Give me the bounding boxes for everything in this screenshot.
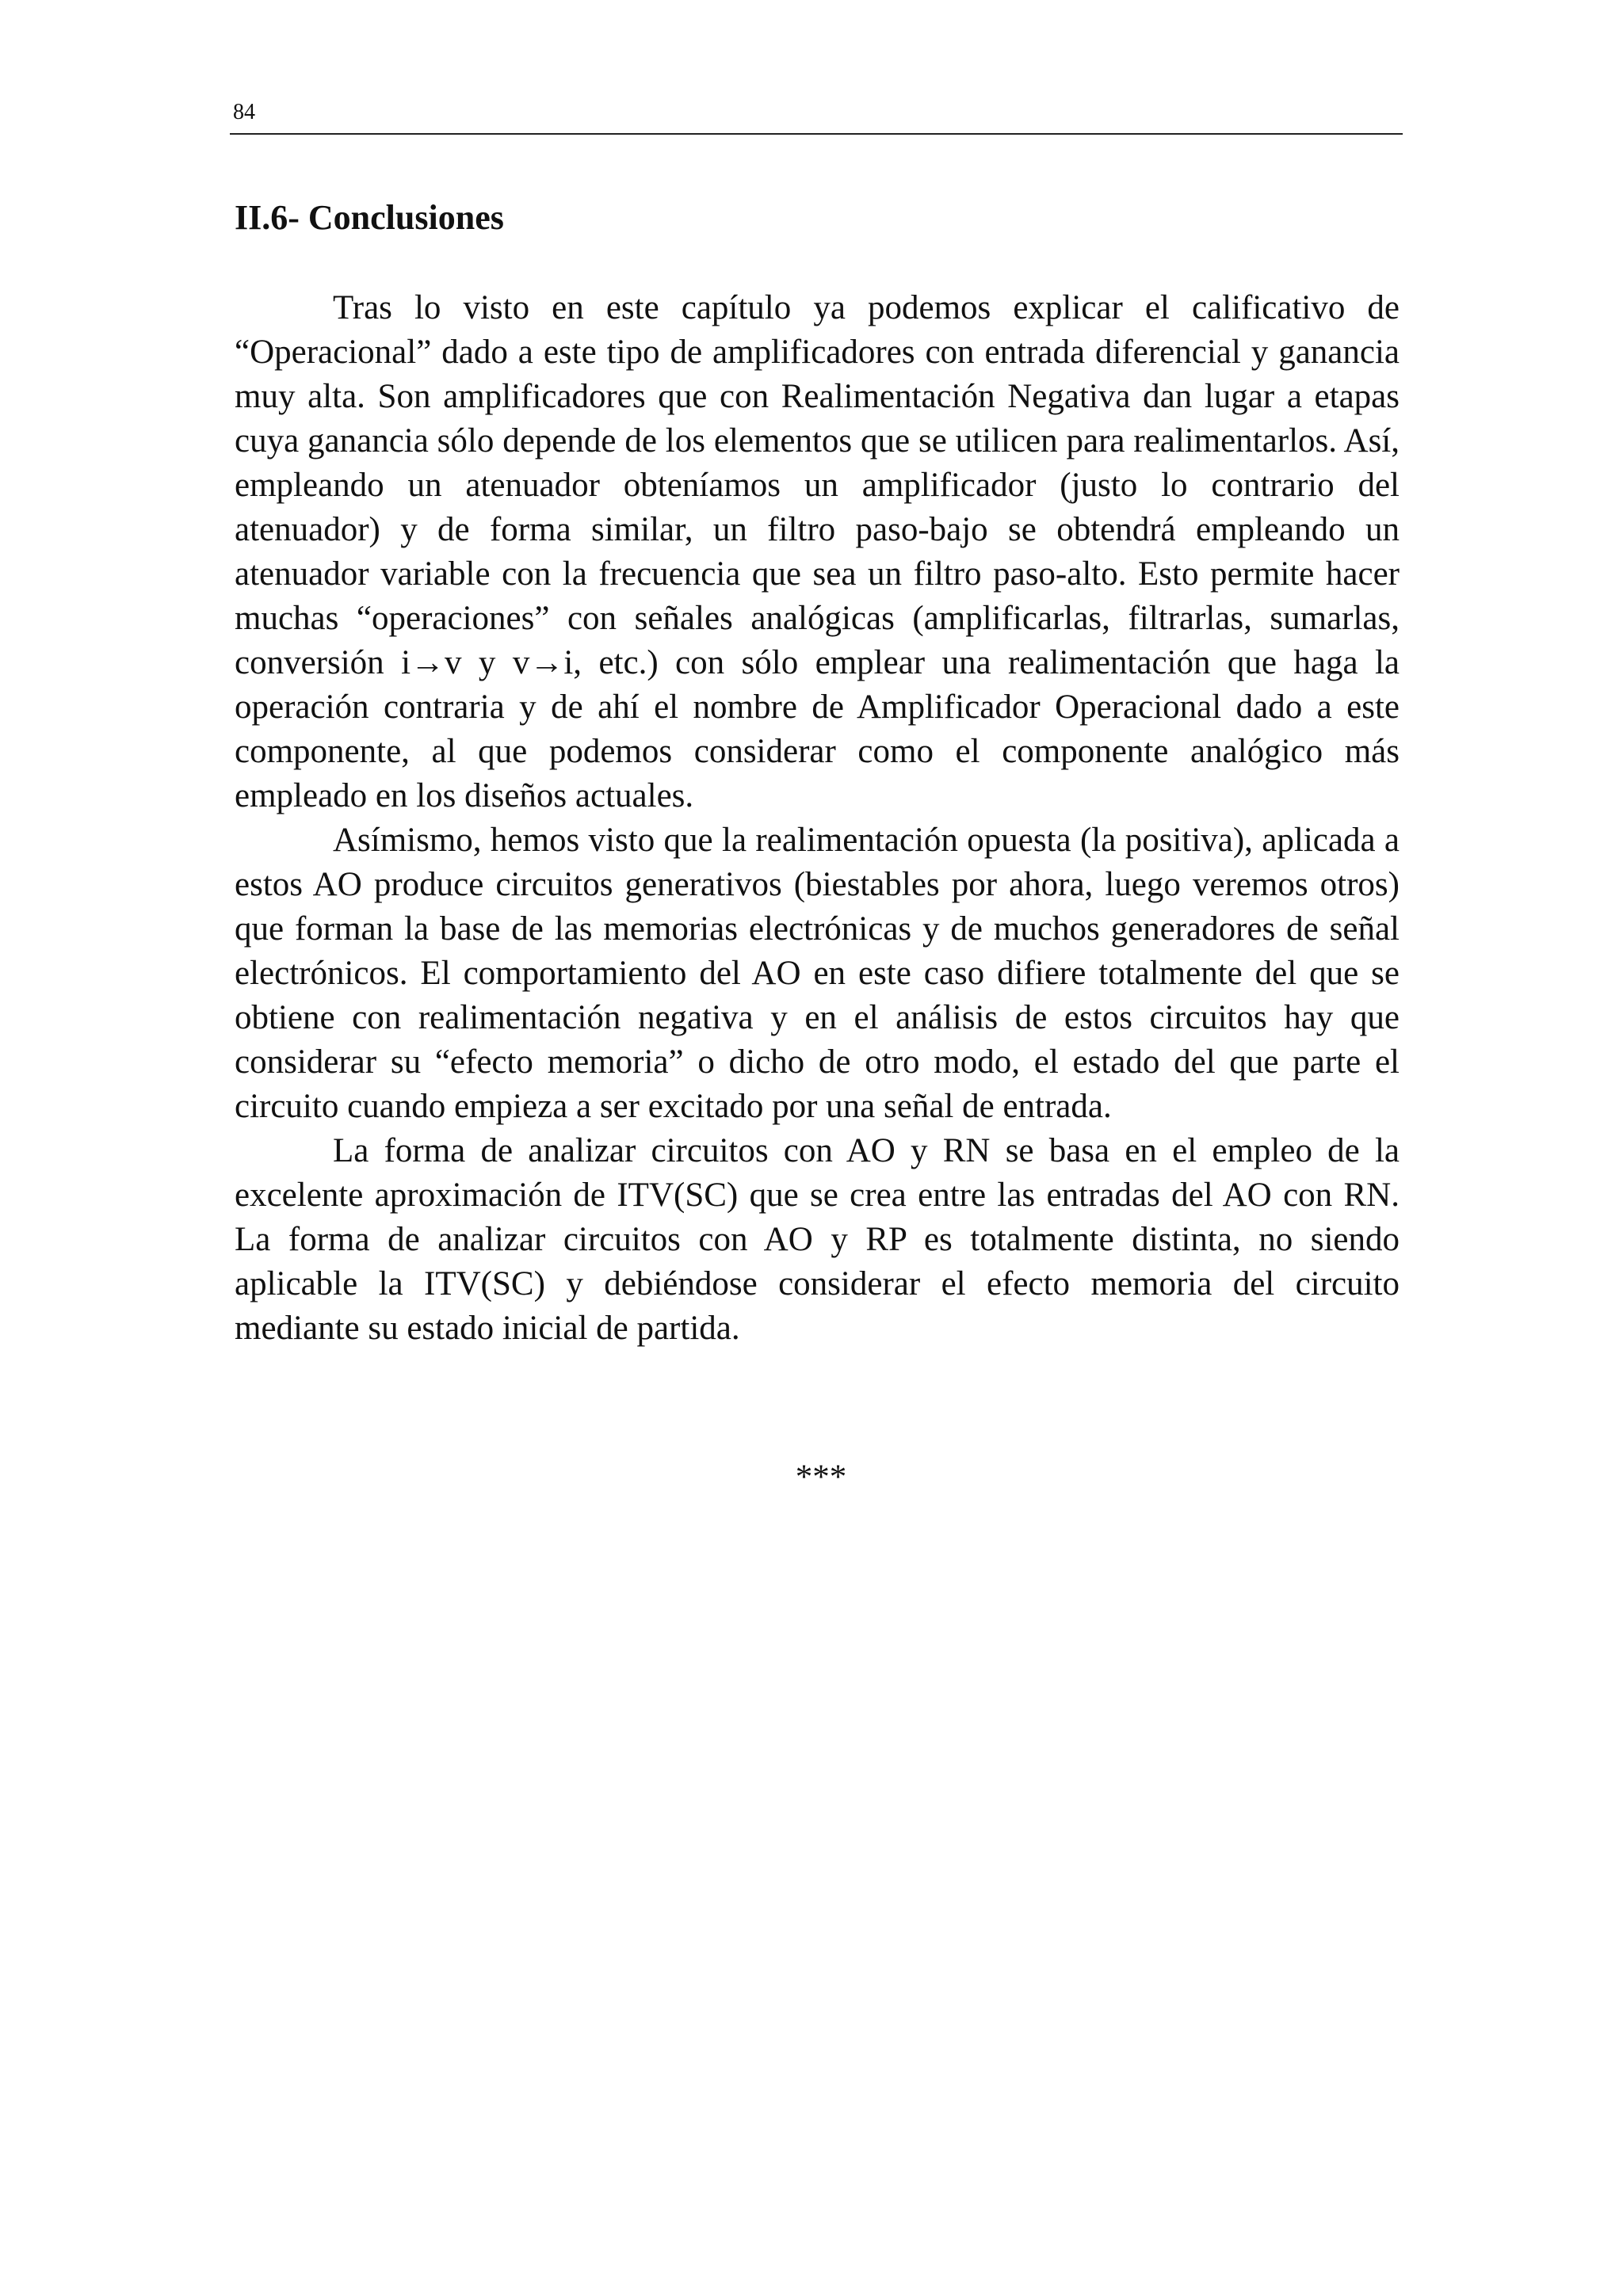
page-number: 84 <box>233 100 255 124</box>
paragraph-conclusion-2: Asímismo, hemos visto que la realimentación opuesta (la positiva), aplicada a estos AO produce circuitos generativos (biestables por ahora, luego veremos otros) que forman la base de las memorias electrónicas y de muchos generadores de señal electrónicos. El comportamiento del AO en este caso difiere totalmente del que se obtiene con realimentación negativa y en el análisis de estos circuitos hay que considerar su “efecto memoria” o dicho de otro modo, el estado del que parte el circuito cuando empieza a ser excitado por una señal de entrada. <box>235 822 1400 1125</box>
paragraph-conclusion-1: Tras lo visto en este capítulo ya podemos explicar el calificativo de “Operacional” dado a este tipo de amplificadores con entrada diferencial y ganancia muy alta. Son amplificadores que con Realimentación Negativa dan lugar a etapas cuya ganancia sólo depende de los elementos que se utilicen para realimentarlos. Así, empleando un atenuador obteníamos un amplificador (justo lo contrario del atenuador) y de forma similar, un filtro paso-bajo se obtendrá empleando un atenuador variable con la frecuencia que sea un filtro paso-alto. Esto permite hacer muchas “operaciones” con señales analógicas (amplificarlas, filtrarlas, sumarlas, conversión i→v y v→i, etc.) con sólo emplear una realimentación que haga la operación contraria y de ahí el nombre de Amplificador Operacional dado a este componente, al que podemos considerar como el componente analógico más empleado en los diseños actuales. <box>235 289 1400 814</box>
section-title: II.6- Conclusiones <box>235 198 504 237</box>
page-content <box>235 194 1400 1500</box>
paragraph-conclusion-3: La forma de analizar circuitos con AO y RN se basa en el empleo de la excelente aproximación de ITV(SC) que se crea entre las entradas del AO con RN. La forma de analizar circuitos con AO y RP es totalmente distinta, no siendo aplicable la ITV(SC) y debiéndose considerar el efecto memoria del circuito mediante su estado inicial de partida. <box>235 1132 1400 1347</box>
section-end-mark: *** <box>795 1459 847 1496</box>
page-header <box>230 95 1403 135</box>
